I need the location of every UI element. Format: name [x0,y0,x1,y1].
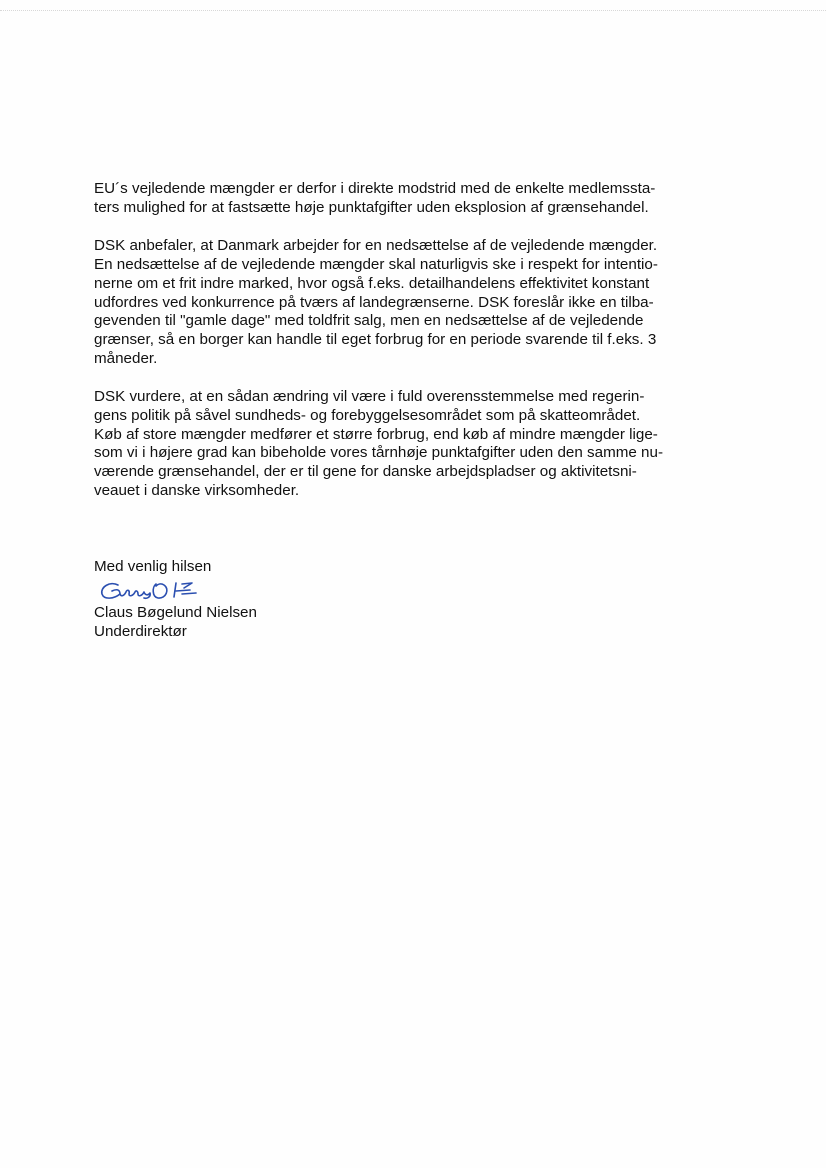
paragraph-2 [94,237,734,368]
text-line: gevenden til "gamle dage" med toldfrit salg, men en nedsættelse af de vejledende [94,312,644,330]
letter-closing [94,557,494,641]
text-line: DSK anbefaler, at Danmark arbejder for en nedsættelse af de vejledende mængder. [94,237,658,255]
paragraph-3 [94,388,734,500]
signer-title: Underdirektør [94,623,187,640]
paragraph-1 [94,180,734,217]
handwritten-signature [96,577,236,603]
letter-body [94,180,734,521]
text-line: som vi i højere grad kan bibeholde vores tårnhøje punktafgifter uden den samme nu- [94,444,663,462]
text-line: veauet i danske virksomheder. [94,481,300,499]
text-line: nerne om et frit indre marked, hvor også f.eks. detailhandelens effektivitet konstant [94,274,650,292]
salutation: Med venlig hilsen [94,558,212,575]
text-line: grænser, så en borger kan handle til eget forbrug for en periode svarende til f.eks. 3 [94,330,657,348]
text-line: udfordres ved konkurrence på tværs af landegrænserne. DSK foreslår ikke en tilba- [94,293,654,311]
text-line: måneder. [94,349,158,367]
text-line: gens politik på såvel sundheds- og forebyggelsesområdet som på skatteområdet. [94,407,641,425]
text-line: ters mulighed for at fastsætte høje punktafgifter uden eksplosion af grænsehandel. [94,198,649,216]
text-line: værende grænsehandel, der er til gene for danske arbejdspladser og aktivitetsni- [94,463,637,481]
text-line: DSK vurdere, at en sådan ændring vil være i fuld overensstemmelse med regerin- [94,388,645,406]
scan-top-edge [0,10,826,11]
text-line: Køb af store mængder medfører et større forbrug, end køb af mindre mængder lige- [94,425,658,443]
signer-name: Claus Bøgelund Nielsen [94,604,257,621]
text-line: EU´s vejledende mængder er derfor i direkte modstrid med de enkelte medlemssta- [94,180,656,197]
text-line: En nedsættelse af de vejledende mængder skal naturligvis ske i respekt for intentio- [94,256,658,274]
